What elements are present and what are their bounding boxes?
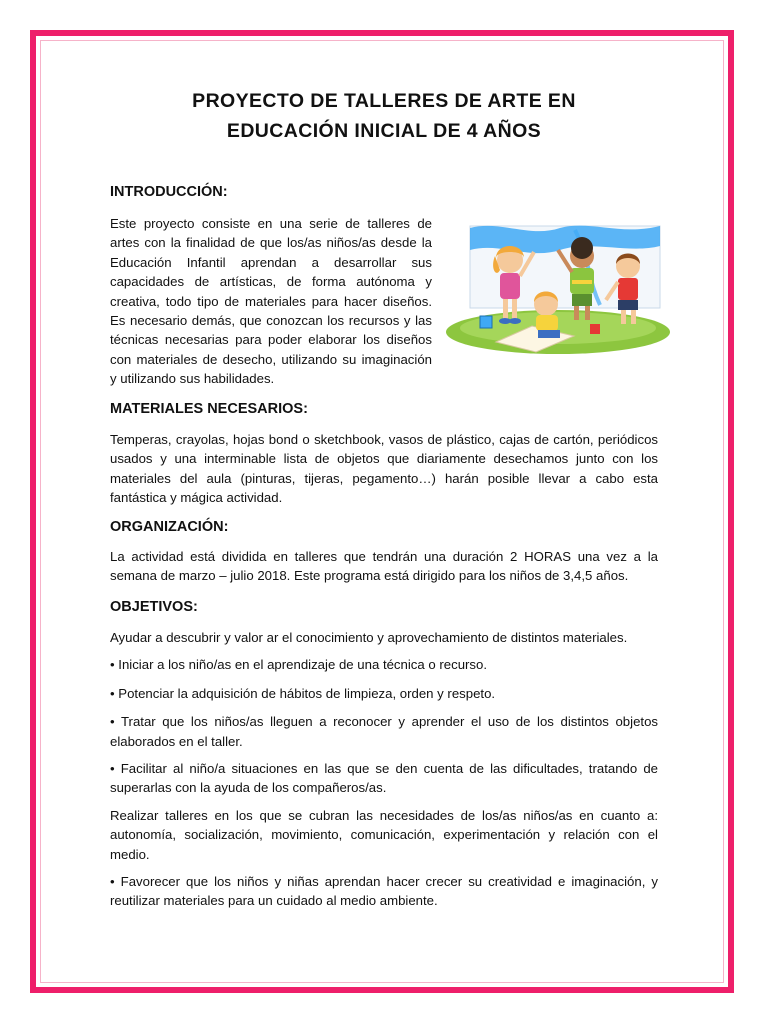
objectives-section bbox=[110, 598, 658, 911]
title-line-1: PROYECTO DE TALLERES DE ARTE EN bbox=[192, 90, 576, 112]
materials-heading: MATERIALES NECESARIOS: bbox=[110, 401, 308, 417]
intro-section bbox=[110, 183, 658, 201]
objective-item: • Tratar que los niños/as lleguen a reconocer y aprender el uso de los distintos objetos elaborados en el taller. bbox=[110, 714, 658, 749]
objectives-heading: OBJETIVOS: bbox=[110, 599, 198, 615]
objective-item: Realizar talleres en los que se cubran las necesidades de los/as niños/as en cuanto a: autonomía, socialización, movimiento, comunicación, experimentación y relación con el medio. bbox=[110, 807, 658, 862]
objective-item: • Iniciar a los niño/as en el aprendizaje de una técnica o recurso. bbox=[110, 657, 488, 673]
materials-section bbox=[110, 400, 658, 508]
objective-item: • Favorecer que los niños y niñas aprendan hacer crecer su creatividad e imaginación, y reutilizar materiales para un cuidado al medio ambiente. bbox=[110, 874, 658, 909]
objective-item: Ayudar a descubrir y valor ar el conocimiento y aprovechamiento de distintos materiales. bbox=[110, 630, 628, 645]
intro-paragraph: Este proyecto consiste en una serie de talleres de artes con la finalidad de que los/as niños/as desde la Educación Infantil aprendan a desarrollar sus capacidades de artísticas, de forma autónoma y creativa, todo tipo de materiales para hacer diseños. Es necesario demás, que conozcan los recursos y las técnicas necesarias para poder elaborar los diseños con materiales de desecho, utilizando su imaginación y utilizando sus habilidades. bbox=[110, 216, 432, 387]
objective-item: • Potenciar la adquisición de hábitos de limpieza, orden y respeto. bbox=[110, 685, 496, 701]
organization-heading: ORGANIZACIÓN: bbox=[110, 519, 229, 535]
children-painting-illustration bbox=[440, 220, 676, 356]
organization-paragraph: La actividad está dividida en talleres que tendrán una duración 2 HORAS una vez a la semana de marzo – julio 2018. Este programa está dirigido para los niños de 3,4,5 años. bbox=[110, 549, 658, 584]
intro-heading: INTRODUCCIÓN: bbox=[110, 184, 228, 200]
page-title bbox=[110, 86, 658, 146]
objective-item: • Facilitar al niño/a situaciones en las que se den cuenta de las dificultades, tratando de superarlas con la ayuda de los compañeros/as. bbox=[110, 761, 658, 796]
materials-paragraph: Temperas, crayolas, hojas bond o sketchbook, vasos de plástico, cajas de cartón, periódicos usados y una interminable lista de objetos que diariamente desechamos junto con los materiales del aula (pinturas, tijeras, pegamento…) harán posible llevar a cabo esta fantástica y mágica actividad. bbox=[110, 432, 658, 506]
organization-section bbox=[110, 518, 658, 586]
intro-body bbox=[110, 214, 432, 389]
title-line-2: EDUCACIÓN INICIAL DE 4 AÑOS bbox=[226, 120, 542, 142]
